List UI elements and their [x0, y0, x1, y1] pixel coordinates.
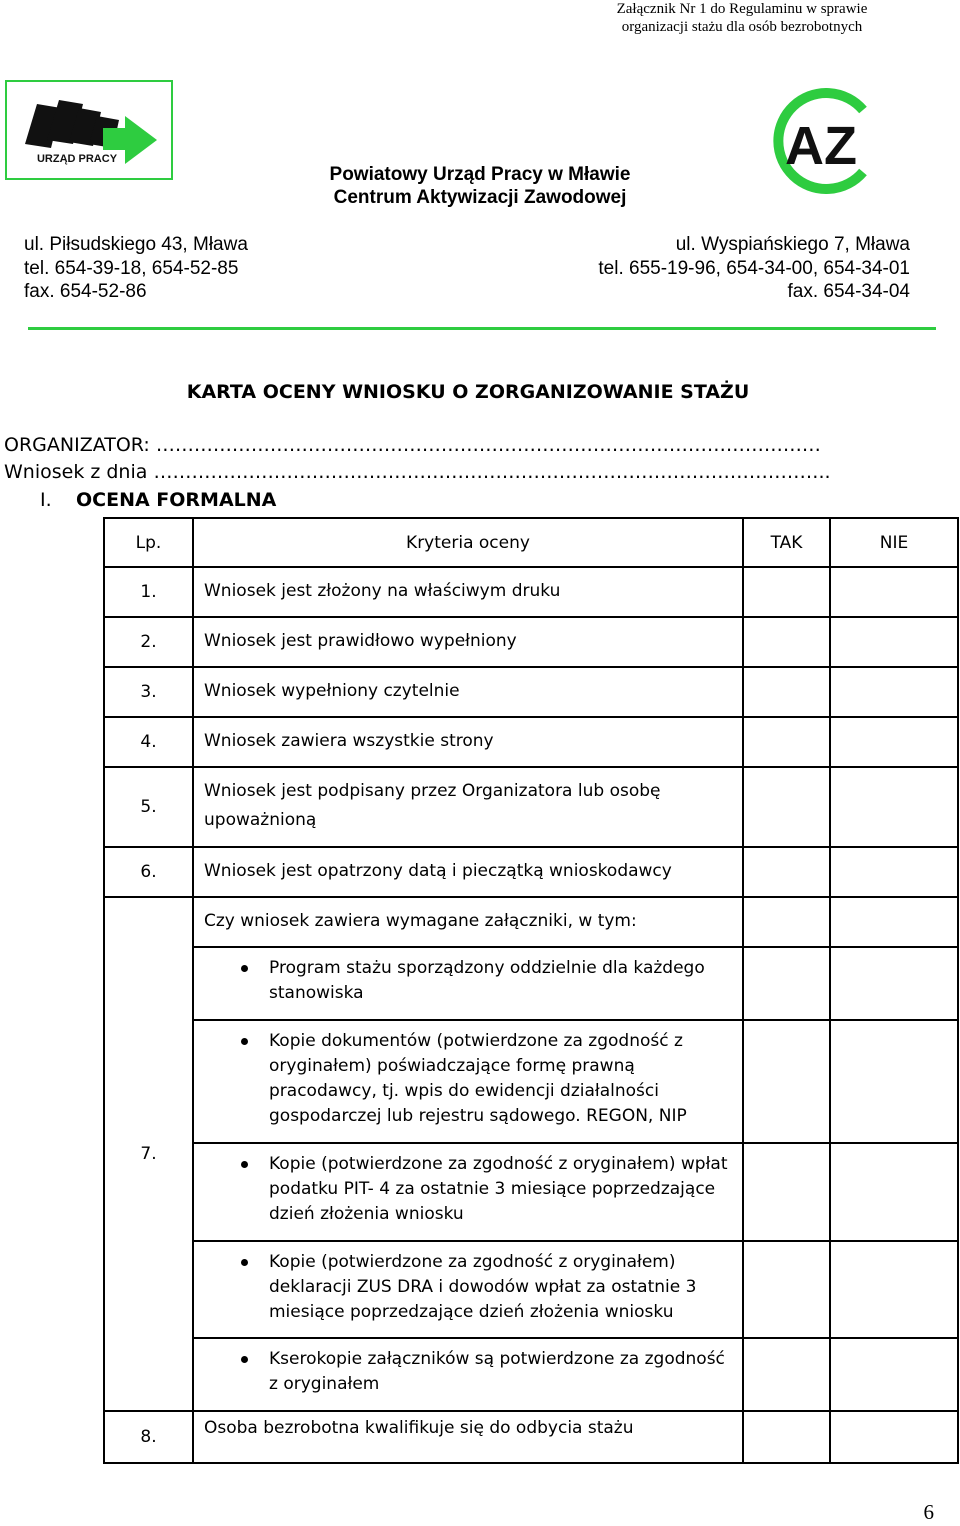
no-cell[interactable] — [830, 847, 958, 897]
table-row — [104, 1241, 958, 1338]
address-right-fax: fax. 654-34-04 — [787, 281, 910, 302]
section-title: OCENA FORMALNA — [76, 489, 277, 511]
header-criteria: Kryteria oceny — [193, 518, 743, 567]
no-cell[interactable] — [830, 1143, 958, 1241]
document-title: KARTA OCENY WNIOSKU O ZORGANIZOWANIE STAŻU — [186, 381, 750, 403]
row-criterion: Wniosek zawiera wszystkie strony — [193, 717, 743, 767]
annex-line-2: organizacji stażu dla osób bezrobotnych — [621, 19, 863, 35]
yes-cell[interactable] — [743, 1020, 830, 1143]
row-lp: 2. — [104, 617, 193, 667]
table-row — [104, 1411, 958, 1463]
attachment-text: Program stażu sporządzony oddzielnie dla każdego stanowiska — [269, 958, 705, 1003]
row-criterion: Wniosek jest opatrzony datą i pieczątką wnioskodawcy — [193, 847, 743, 897]
attachment-text: Kopie (potwierdzone za zgodność z oryginałem) wpłat podatku PIT- 4 za ostatnie 3 miesiące poprzedzające dzień złożenia wniosku — [269, 1154, 728, 1224]
no-cell[interactable] — [830, 897, 958, 947]
office-line-1: Powiatowy Urząd Pracy w Mławie — [329, 164, 631, 185]
address-left-street: ul. Piłsudskiego 43, Mława — [24, 234, 248, 255]
attachment-item — [193, 1241, 743, 1338]
organizer-line: ORGANIZATOR: …………………………………………………………………………………………… — [4, 434, 821, 456]
table-row — [104, 897, 958, 947]
yes-cell[interactable] — [743, 1143, 830, 1241]
attachment-item — [193, 947, 743, 1020]
address-left-tel: tel. 654-39-18, 654-52-85 — [24, 257, 239, 279]
table-row — [104, 1020, 958, 1143]
row-lp: 4. — [104, 717, 193, 767]
annex-note — [592, 0, 892, 36]
no-cell[interactable] — [830, 617, 958, 667]
bullet-icon — [241, 1038, 248, 1045]
bullet-icon — [241, 1259, 248, 1266]
no-cell[interactable] — [830, 1020, 958, 1143]
table-row — [104, 847, 958, 897]
attachment-text: Kopie (potwierdzone za zgodność z oryginałem) deklaracji ZUS DRA i dowodów wpłat za ostatnie 3 miesiące poprzedzające dzień złożenia wniosku — [269, 1252, 697, 1322]
attachment-text: Kserokopie załączników są potwierdzone za zgodność z oryginałem — [269, 1349, 725, 1394]
yes-cell[interactable] — [743, 1338, 830, 1411]
section-number: I. — [40, 489, 52, 511]
yes-cell[interactable] — [743, 567, 830, 617]
criteria-table — [103, 517, 959, 1464]
header-no: NIE — [830, 518, 958, 567]
attachment-item — [193, 1020, 743, 1143]
row-lp: 3. — [104, 667, 193, 717]
no-cell[interactable] — [830, 717, 958, 767]
no-cell[interactable] — [830, 1241, 958, 1338]
yes-cell[interactable] — [743, 667, 830, 717]
no-cell[interactable] — [830, 1411, 958, 1463]
attachments-intro: Czy wniosek zawiera wymagane załączniki, w tym: — [193, 897, 743, 947]
yes-cell[interactable] — [743, 847, 830, 897]
address-left — [24, 233, 248, 304]
table-header-row — [104, 518, 958, 567]
row-lp: 1. — [104, 567, 193, 617]
bullet-icon — [241, 965, 248, 972]
bullet-icon — [241, 1356, 248, 1363]
attachment-item — [193, 1338, 743, 1411]
row-criterion: Wniosek jest prawidłowo wypełniony — [193, 617, 743, 667]
yes-cell[interactable] — [743, 947, 830, 1020]
no-cell[interactable] — [830, 767, 958, 847]
table-row — [104, 717, 958, 767]
header-yes: TAK — [743, 518, 830, 567]
row-lp: 7. — [104, 897, 193, 1411]
yes-cell[interactable] — [743, 767, 830, 847]
header-divider — [28, 327, 936, 330]
address-left-fax: fax. 654-52-86 — [24, 281, 147, 302]
table-row — [104, 567, 958, 617]
row-criterion: Osoba bezrobotna kwalifikuje się do odbycia stażu — [193, 1411, 743, 1463]
table-row — [104, 617, 958, 667]
page-number: 6 — [923, 1500, 934, 1524]
row-criterion: Wniosek jest podpisany przez Organizatora lub osobę upoważnioną — [193, 767, 743, 847]
no-cell[interactable] — [830, 567, 958, 617]
address-right-tel: tel. 655-19-96, 654-34-00, 654-34-01 — [598, 257, 910, 279]
yes-cell[interactable] — [743, 1241, 830, 1338]
office-line-2: Centrum Aktywizacji Zawodowej — [333, 187, 627, 208]
header-lp: Lp. — [104, 518, 193, 567]
date-line: Wniosek z dnia …………………………………………………………………………………………….. — [4, 461, 831, 483]
address-right-street: ul. Wyspiańskiego 7, Mława — [675, 234, 910, 255]
logo-right-text: AZ — [785, 116, 857, 176]
no-cell[interactable] — [830, 1338, 958, 1411]
address-right — [598, 233, 910, 304]
bullet-icon — [241, 1161, 248, 1168]
row-lp: 8. — [104, 1411, 193, 1463]
table-row — [104, 767, 958, 847]
annex-line-1: Załącznik Nr 1 do Regulaminu w sprawie — [616, 1, 868, 17]
row-lp: 5. — [104, 767, 193, 847]
table-row — [104, 1143, 958, 1241]
row-criterion: Wniosek wypełniony czytelnie — [193, 667, 743, 717]
attachment-item — [193, 1143, 743, 1241]
no-cell[interactable] — [830, 947, 958, 1020]
table-row — [104, 667, 958, 717]
office-name — [0, 163, 960, 209]
table-row — [104, 947, 958, 1020]
section-heading — [40, 489, 276, 511]
row-criterion: Wniosek jest złożony na właściwym druku — [193, 567, 743, 617]
attachment-text: Kopie dokumentów (potwierdzone za zgodność z oryginałem) poświadczające formę prawną pracodawcy, tj. wpis do ewidencji działalności gospodarczej lub rejestru sądowego. REGON, NIP — [269, 1031, 687, 1126]
table-row — [104, 1338, 958, 1411]
yes-cell[interactable] — [743, 897, 830, 947]
yes-cell[interactable] — [743, 1411, 830, 1463]
logo-left-text: URZĄD PRACY — [36, 153, 118, 165]
yes-cell[interactable] — [743, 717, 830, 767]
no-cell[interactable] — [830, 667, 958, 717]
yes-cell[interactable] — [743, 617, 830, 667]
row-lp: 6. — [104, 847, 193, 897]
